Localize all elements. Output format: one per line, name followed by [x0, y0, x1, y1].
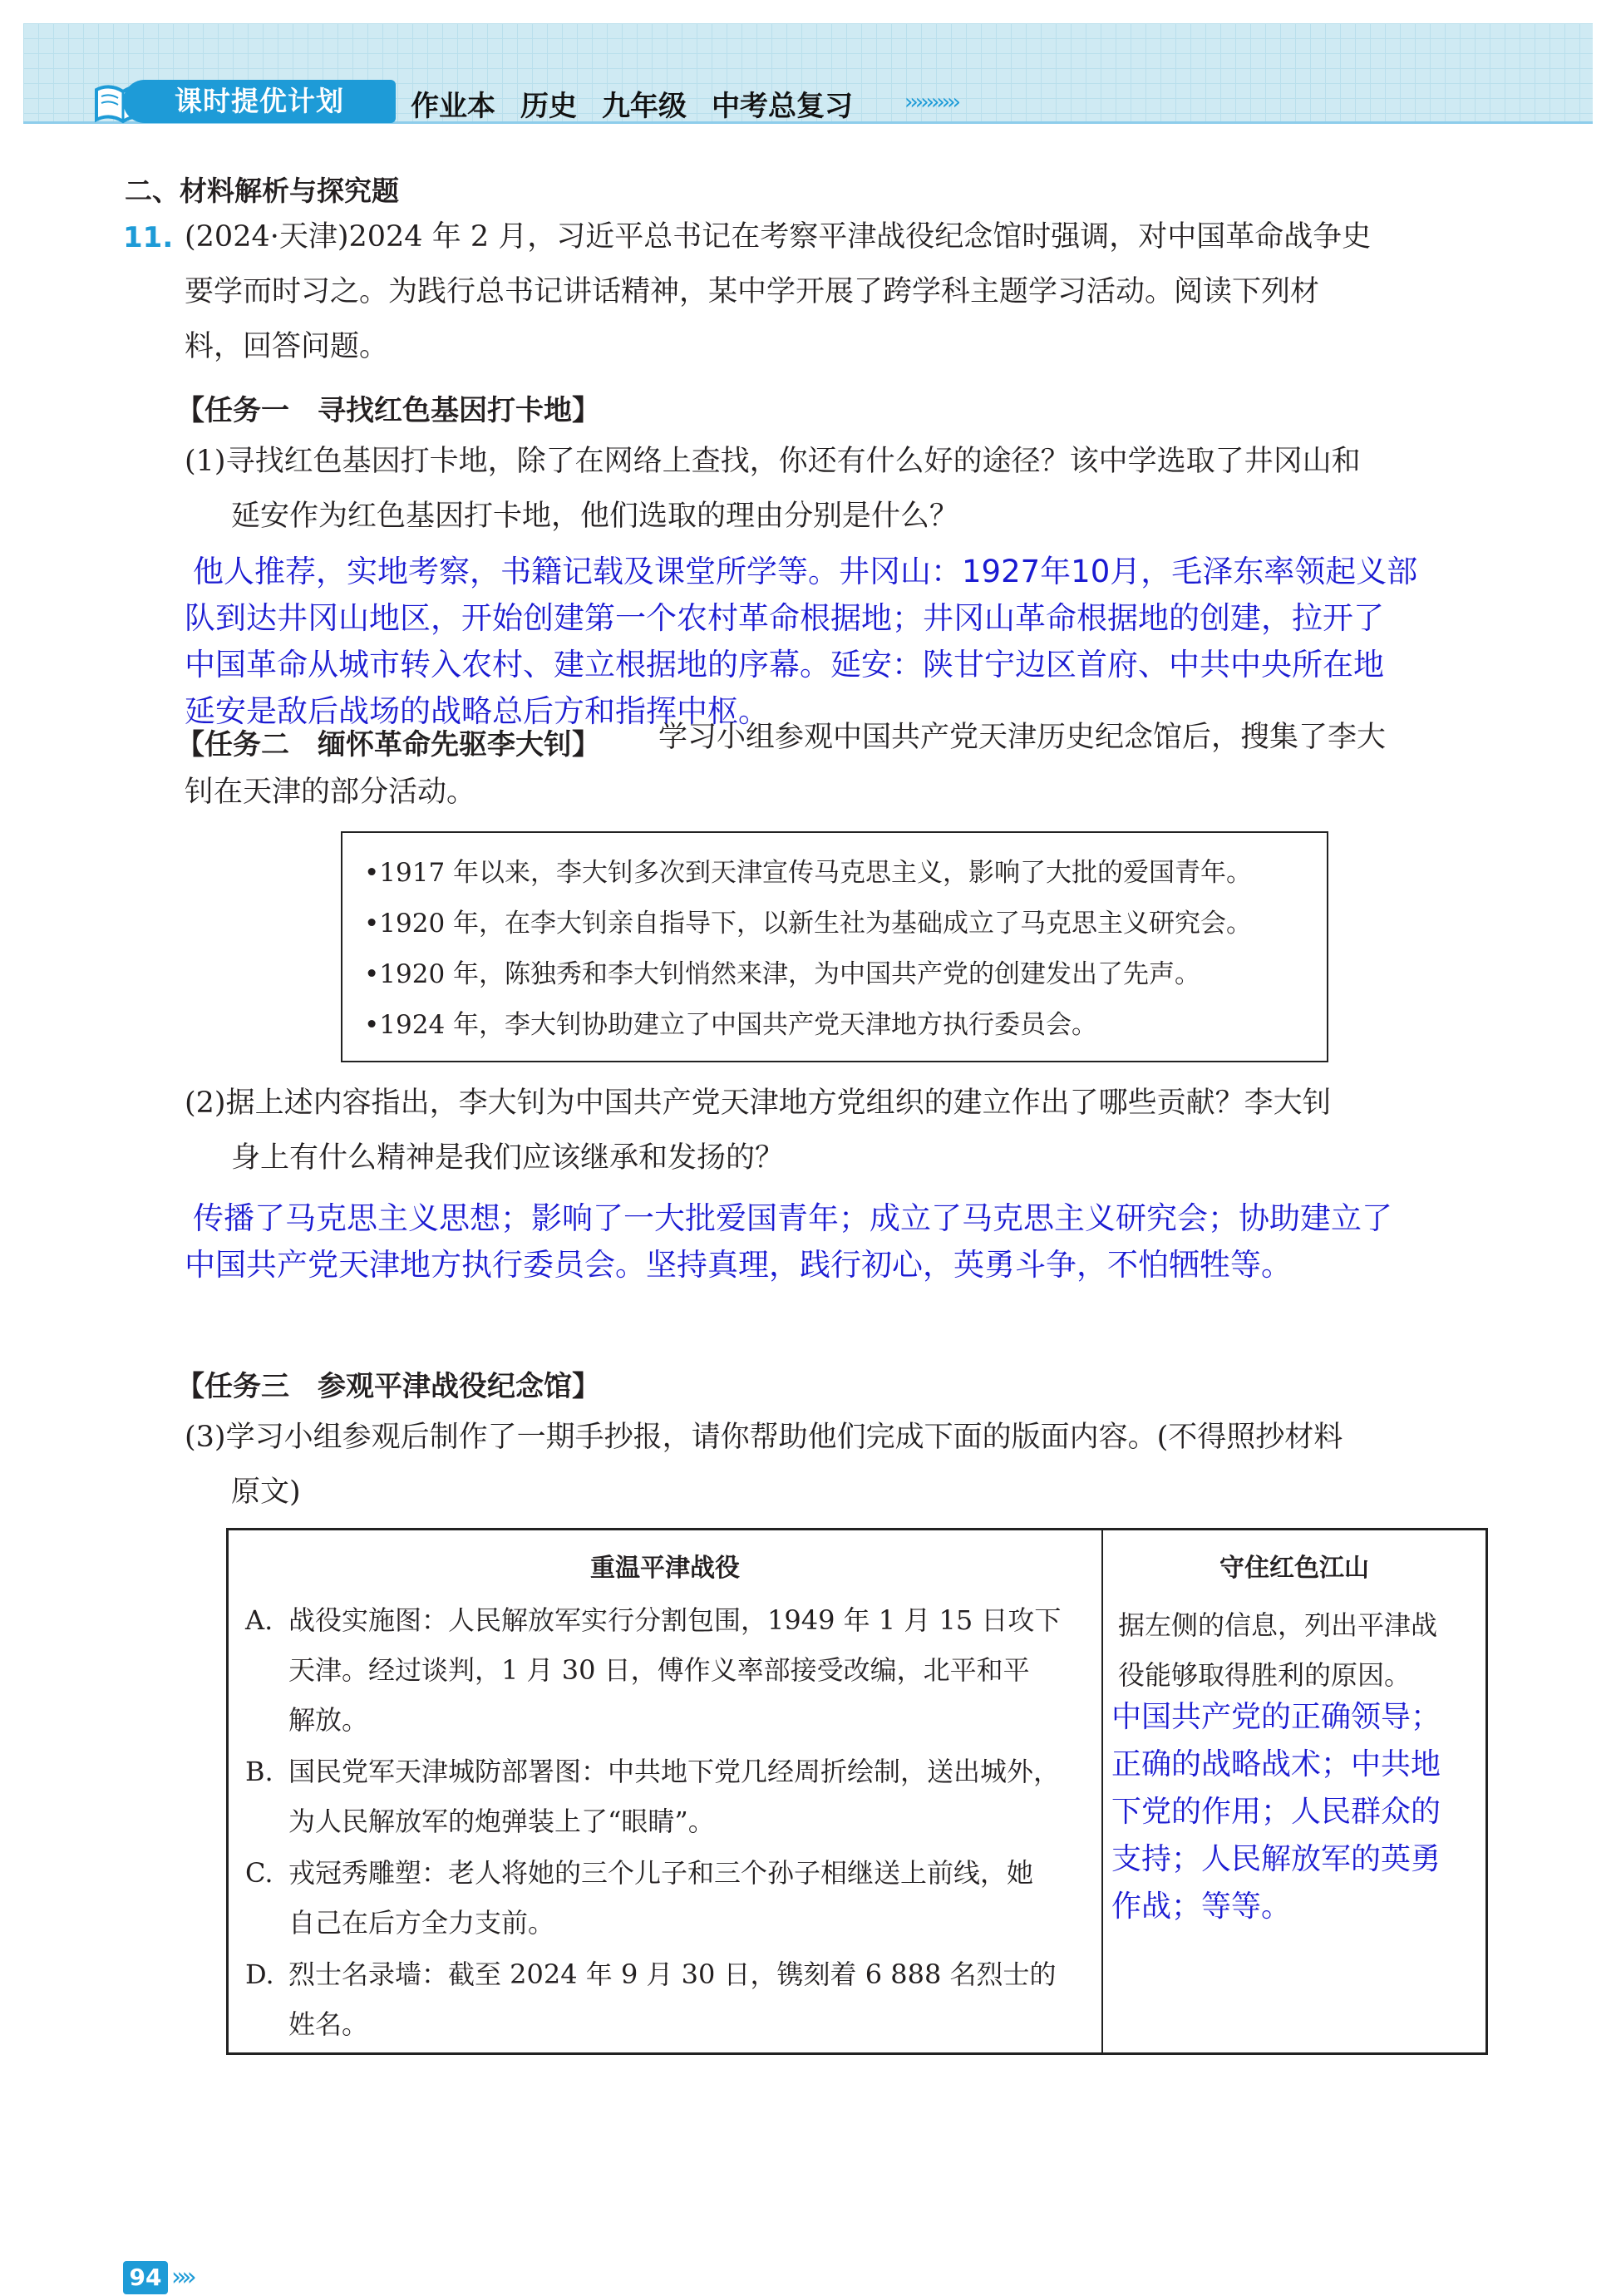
answer-line: 传播了马克思主义思想；影响了一大批爱国青年；成立了马克思主义研究会；协助建立了	[193, 1200, 1392, 1236]
lidazhao-events-box	[341, 831, 1328, 1062]
prompt-line: 据左侧的信息，列出平津战	[1118, 1609, 1438, 1641]
question-intro	[185, 209, 1371, 374]
task2-question	[185, 1076, 1332, 1185]
event-item: •1917 年以来，李大钊多次到天津宣传马克思主义，影响了大批的爱国青年。	[364, 858, 1253, 888]
item-c	[245, 1848, 1033, 1948]
task1-answer	[185, 549, 1417, 735]
left-column	[229, 1530, 1103, 2052]
item-line: 国民党军天津城防部署图：中共地下党几经周折绘制，送出城外，	[288, 1756, 1061, 1787]
right-answer	[1111, 1693, 1485, 1930]
question-line: 原文)	[231, 1476, 301, 1509]
right-column	[1103, 1530, 1485, 2052]
section-title: 二、材料解析与探究题	[125, 175, 399, 207]
task1-title: 【任务一 寻找红色基因打卡地】	[176, 394, 600, 427]
grade: 九年级	[602, 90, 687, 123]
item-label: C.	[245, 1857, 273, 1889]
item-label: A.	[245, 1604, 273, 1636]
prompt-line: 役能够取得胜利的原因。	[1118, 1659, 1412, 1691]
intro-line: 学习小组参观中国共产党天津历史纪念馆后，搜集了李大	[658, 721, 1387, 754]
question-line: (2)据上述内容指出，李大钊为中国共产党天津地方党组织的建立作出了哪些贡献？李大钊	[185, 1086, 1332, 1120]
header-title	[411, 83, 878, 124]
task1-question	[185, 434, 1361, 544]
item-a	[245, 1595, 1061, 1745]
answer-line: 正确的战略战术；中共地	[1111, 1747, 1441, 1781]
intro-line: 要学而时习之。为践行总书记讲话精神，某中学开展了跨学科主题学习活动。阅读下列材	[185, 275, 1320, 308]
item-line: 天津。经过谈判，1 月 30 日，傅作义率部接受改编，北平和平	[288, 1654, 1030, 1686]
question-number: 11.	[123, 221, 174, 254]
answer-line: 延安是敌后战场的战略总后方和指挥中枢。	[185, 693, 769, 729]
book-type: 作业本	[411, 90, 495, 123]
series: 中考总复习	[712, 90, 853, 123]
task2-title: 【任务二 缅怀革命先驱李大钊】	[176, 728, 600, 761]
item-label: B.	[245, 1756, 273, 1787]
item-b	[245, 1747, 1060, 1846]
brand-label: 课时提优计划	[123, 80, 396, 123]
right-prompt	[1118, 1600, 1484, 1700]
answer-line: 中国共产党的正确领导；	[1111, 1700, 1441, 1734]
answer-line: 下党的作用；人民群众的	[1111, 1795, 1441, 1829]
answer-line: 他人推荐，实地考察，书籍记载及课堂所学等。井冈山：1927年10月，毛泽东率领起义部	[193, 554, 1418, 589]
event-item: •1920 年，陈独秀和李大钊悄然来津，为中国共产党的创建发出了先声。	[364, 959, 1201, 989]
item-line: 解放。	[288, 1704, 369, 1736]
page-arrow-icon: »»	[171, 2263, 192, 2292]
intro-line: 钊在天津的部分活动。	[185, 776, 476, 809]
item-line: 姓名。	[288, 2008, 369, 2040]
item-line: 战役实施图：人民解放军实行分割包围，1949 年 1 月 15 日攻下	[288, 1604, 1062, 1636]
answer-line: 队到达井冈山地区，开始创建第一个农村革命根据地；井冈山革命根据地的创建，拉开了	[185, 600, 1384, 636]
question-line: (1)寻找红色基因打卡地，除了在网络上查找，你还有什么好的途径？该中学选取了井冈山和	[185, 445, 1361, 478]
answer-line: 作战；等等。	[1111, 1890, 1292, 1924]
task3-title: 【任务三 参观平津战役纪念馆】	[176, 1370, 600, 1403]
page-number: 94	[123, 2261, 168, 2294]
item-line: 为人民解放军的炮弹装上了“眼睛”。	[288, 1806, 715, 1837]
task2-intro	[185, 710, 1498, 820]
item-d	[245, 1949, 1057, 2049]
newspaper-table	[226, 1528, 1488, 2055]
right-header: 守住红色江山	[1219, 1554, 1369, 1583]
event-item: •1924 年，李大钊协助建立了中国共产党天津地方执行委员会。	[364, 1010, 1098, 1040]
intro-line: (2024·天津)2024 年 2 月，习近平总书记在考察平津战役纪念馆时强调，对中国革命战争史	[185, 220, 1372, 254]
question-line: 延安作为红色基因打卡地，他们选取的理由分别是什么？	[231, 500, 959, 533]
answer-line: 中国共产党天津地方执行委员会。坚持真理，践行初心，英勇斗争，不怕牺牲等。	[185, 1247, 1292, 1283]
task3-question	[185, 1410, 1343, 1520]
question-line: (3)学习小组参观后制作了一期手抄报，请你帮助他们完成下面的版面内容。(不得照抄材料	[185, 1421, 1343, 1454]
question-line: 身上有什么精神是我们应该继承和发扬的？	[231, 1141, 785, 1175]
item-line: 自己在后方全力支前。	[288, 1907, 555, 1939]
item-line: 戎冠秀雕塑：老人将她的三个儿子和三个孙子相继送上前线，她	[288, 1857, 1034, 1889]
item-label: D.	[245, 1958, 274, 1990]
left-header: 重温平津战役	[590, 1554, 740, 1583]
intro-line: 料，回答问题。	[185, 330, 389, 363]
header-arrows-icon: ››››››››››	[904, 90, 958, 115]
subject: 历史	[520, 90, 577, 123]
event-item: •1920 年，在李大钊亲自指导下，以新生社为基础成立了马克思主义研究会。	[364, 909, 1253, 939]
answer-line: 支持；人民解放军的英勇	[1111, 1842, 1441, 1876]
item-line: 烈士名录墙：截至 2024 年 9 月 30 日，镌刻着 6 888 名烈士的	[288, 1958, 1057, 1990]
task2-answer	[185, 1195, 1392, 1288]
answer-line: 中国革命从城市转入农村、建立根据地的序幕。延安：陕甘宁边区首府、中共中央所在地	[185, 647, 1384, 682]
